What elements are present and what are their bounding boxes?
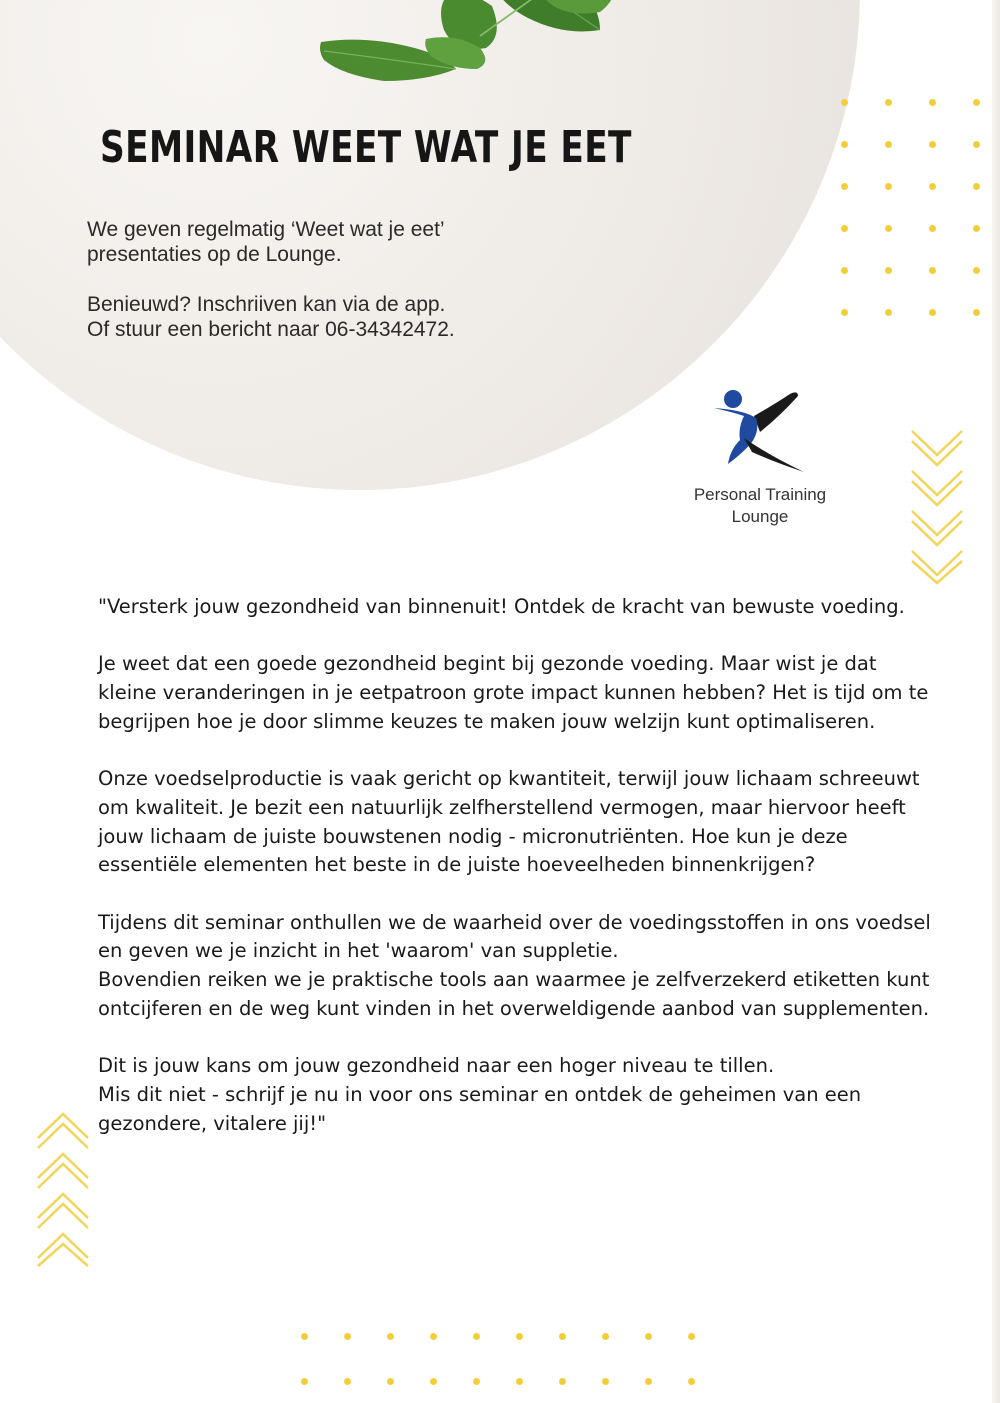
paragraph: "Versterk jouw gezondheid van binnenuit! Ontdek de kracht van bewuste voeding. xyxy=(98,595,905,618)
paragraph: Onze voedselproductie is vaak gericht op kwantiteit, terwijl jouw lichaam schreeuwt om kwaliteit. Je bezit een natuurlijk zelfherstellend vermogen, maar hiervoor heeft jouw lichaam de juiste bouwstenen nodig - micronutriënten. Hoe kun je deze essentiële elementen het beste in de juiste hoeveelheden binnenkrijgen? xyxy=(98,767,920,877)
spinach-illustration xyxy=(0,0,860,90)
decorative-dot-grid xyxy=(301,1333,695,1385)
chevron-up-icon xyxy=(34,1108,94,1268)
intro-line: Benieuwd? Inschriiven kan via de app. xyxy=(87,293,446,316)
page-edge xyxy=(992,0,1000,1403)
chevron-down-icon xyxy=(908,425,968,585)
person-logo-icon xyxy=(700,382,820,480)
page-title: SEMINAR WEET WAT JE EET xyxy=(100,122,632,173)
brand-logo xyxy=(660,382,860,528)
intro-line: We geven regelmatig ‘Weet wat je eet’ xyxy=(87,218,445,241)
intro-line: presentaties op de Lounge. xyxy=(87,243,342,266)
paragraph: Dit is jouw kans om jouw gezondheid naar een hoger niveau te tillen. xyxy=(98,1054,775,1078)
logo-name-line: Lounge xyxy=(731,507,789,526)
intro-text xyxy=(87,217,557,342)
seminar-description xyxy=(98,593,938,1167)
paragraph: Bovendien reiken we je praktische tools aan waarmee je zelfverzekerd etiketten kunt ontcijferen en de weg kunt vinden in het overweldigende aanbod van supplementen. xyxy=(98,968,930,1020)
logo-name-line: Personal Training xyxy=(693,485,827,504)
decorative-dot-grid xyxy=(841,99,980,316)
paragraph: Mis dit niet - schrijf je nu in voor ons seminar en ontdek de geheimen van een gezondere, vitalere jij!" xyxy=(98,1082,862,1135)
intro-phone-line: Of stuur een bericht naar 06-34342472. xyxy=(87,318,455,341)
paragraph: Tijdens dit seminar onthullen we de waarheid over de voedingsstoffen in ons voedsel en geven we je inzicht in het 'waarom' van suppletie. xyxy=(98,910,931,963)
paragraph: Je weet dat een goede gezondheid begint bij gezonde voeding. Maar wist je dat kleine veranderingen in je eetpatroon grote impact kunnen hebben? Het is tijd om te begrijpen hoe je door slimme keuzes te maken jouw welzijn kunt optimaliseren. xyxy=(98,652,929,733)
